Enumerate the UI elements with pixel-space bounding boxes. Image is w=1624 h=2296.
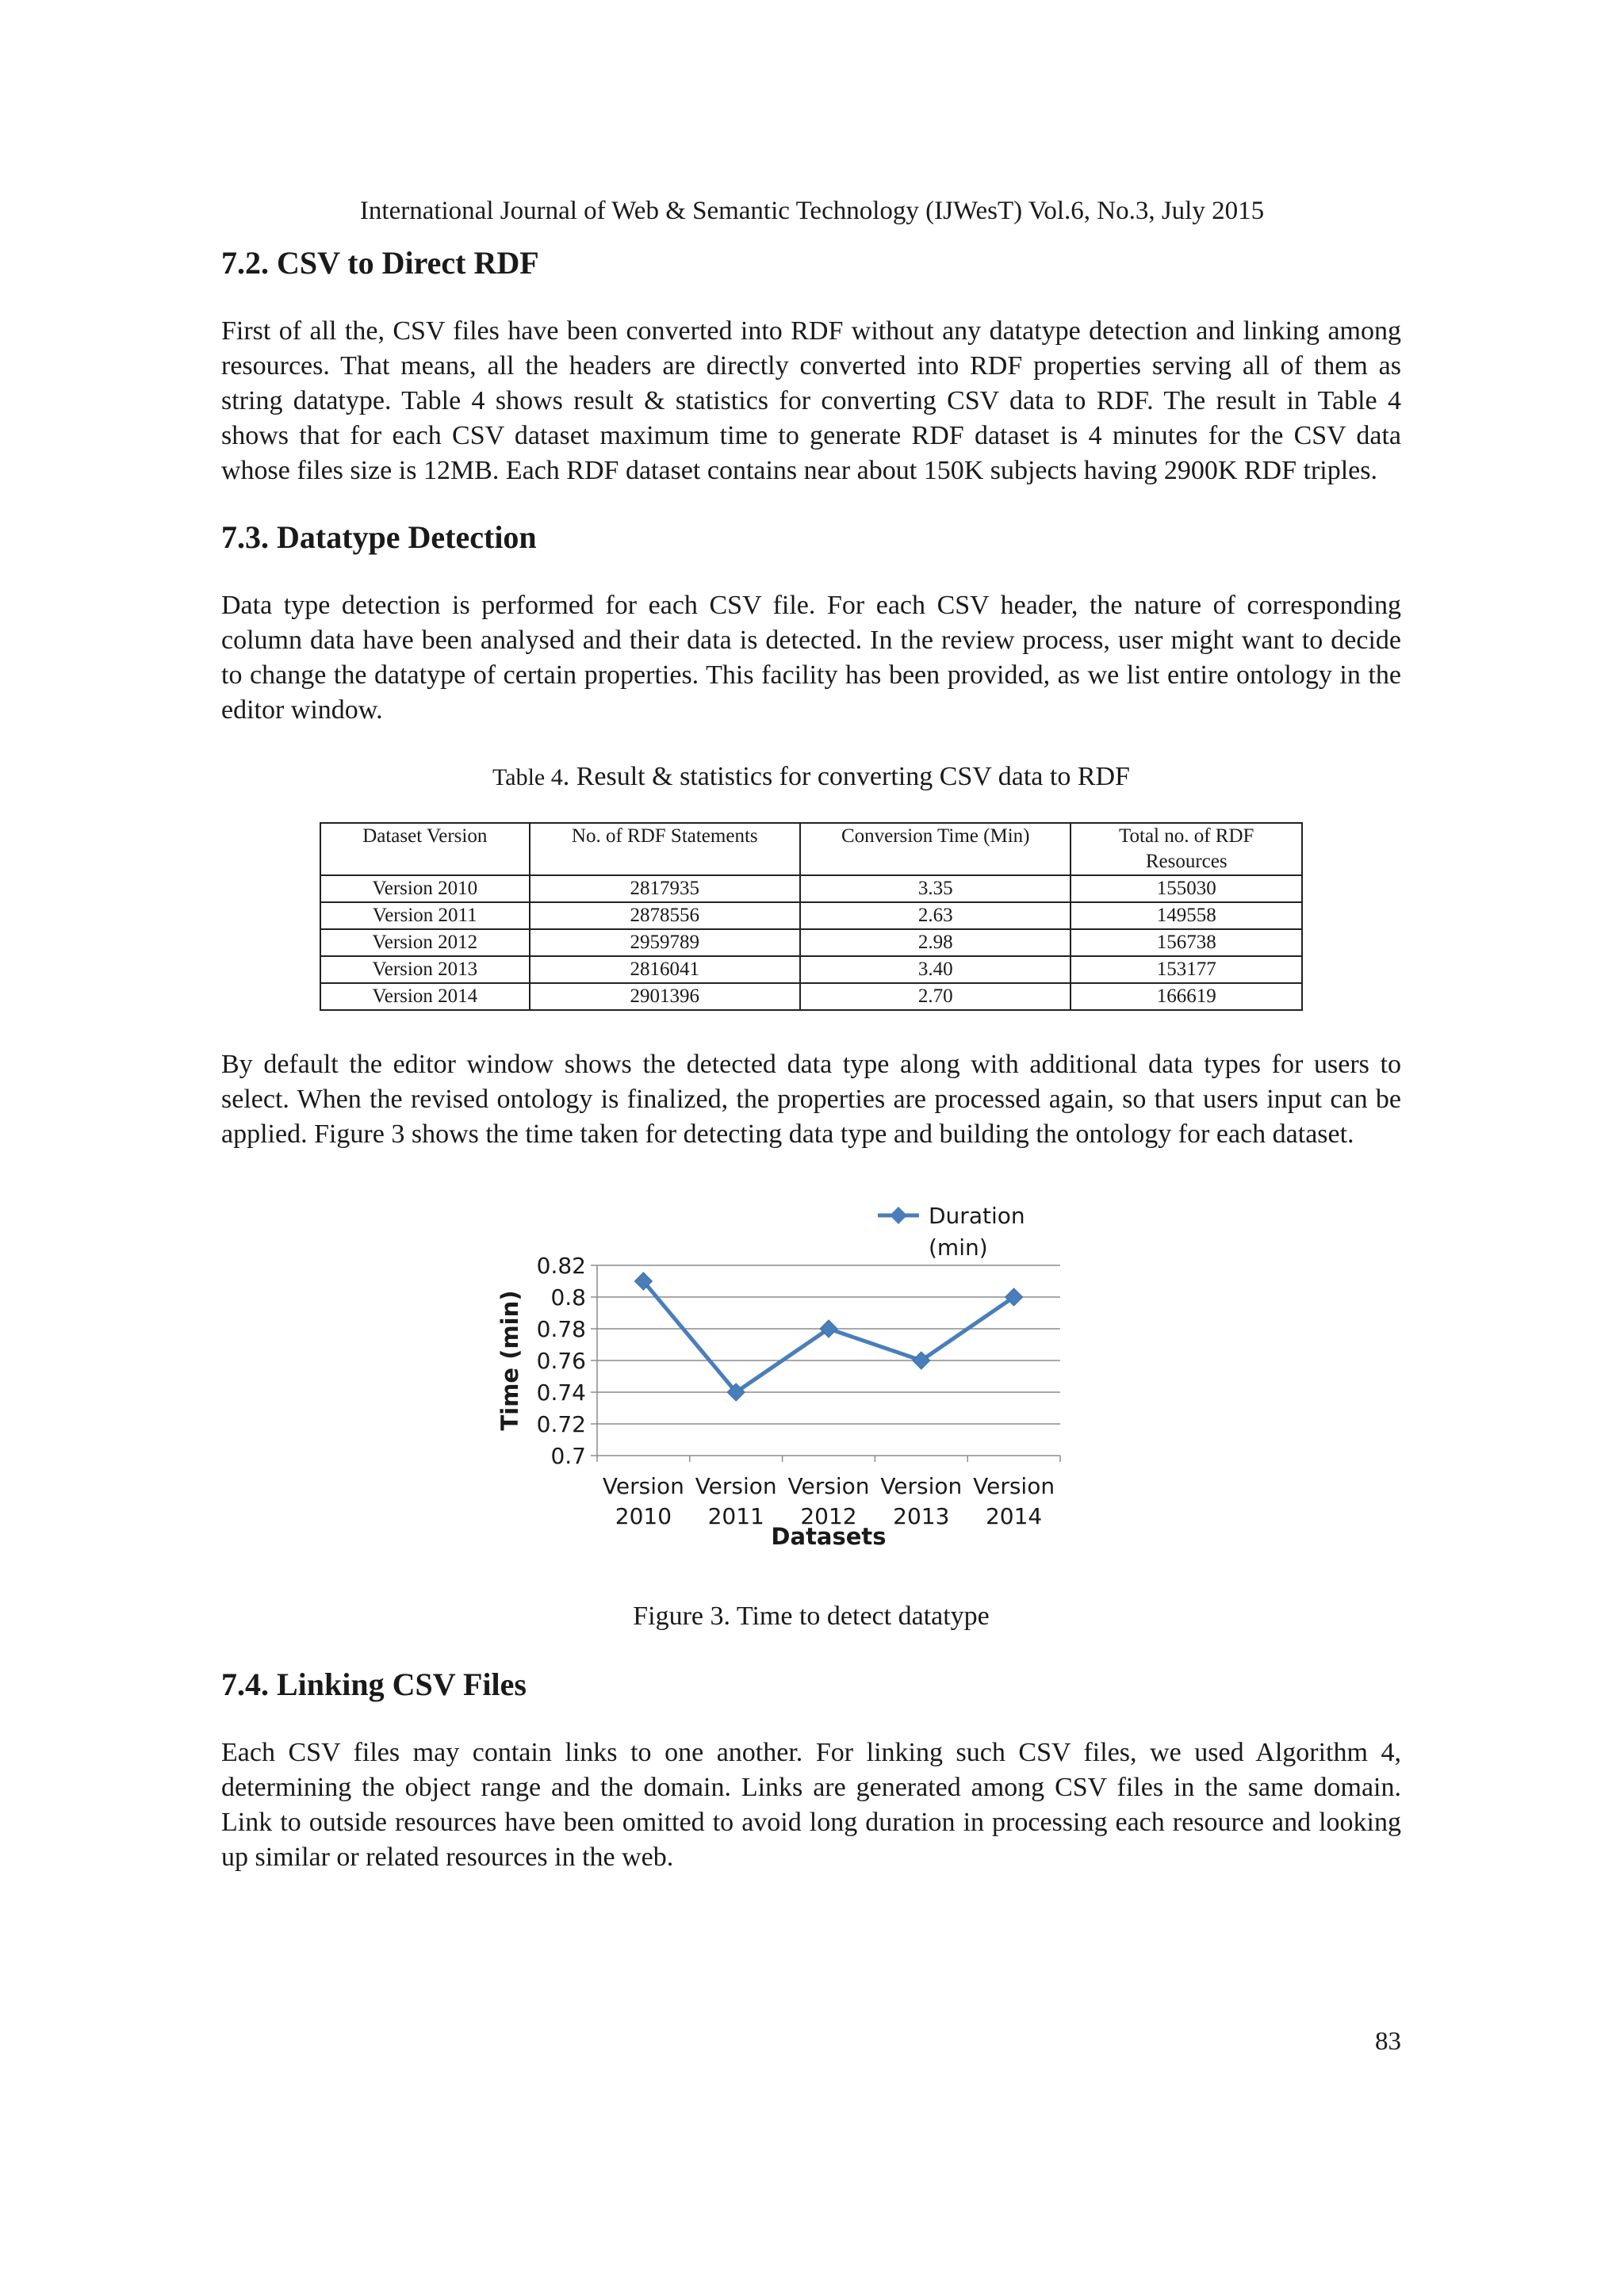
section-7-3-heading: 7.3. Datatype Detection — [221, 519, 537, 555]
x-axis-title: Datasets — [771, 1523, 887, 1550]
table-cell: 166619 — [1071, 983, 1302, 1010]
y-tick-label: 0.7 — [550, 1443, 586, 1469]
page-content — [221, 244, 1401, 1875]
table-header-row — [320, 823, 1302, 875]
table-header-cell: Dataset Version — [320, 823, 530, 875]
section-7-4-paragraph: Each CSV files may contain links to one another. For linking such CSV files, we used Algorithm 4, determining the object range and the domain. Links are generated among CSV files in the same domain. Link to outside resources have been omitted to avoid long duration in processing each resource and looking up similar or related resources in the web. — [221, 1738, 1401, 1872]
table-cell: 3.35 — [800, 875, 1071, 902]
table-4 — [320, 822, 1303, 1011]
table-header-cell: Conversion Time (Min) — [800, 823, 1071, 875]
table-cell: 153177 — [1071, 956, 1302, 983]
x-tick-label: Version — [695, 1473, 777, 1499]
section-7-2-heading: 7.2. CSV to Direct RDF — [221, 245, 539, 281]
table-cell: 2817935 — [530, 875, 800, 902]
table-row — [320, 902, 1302, 929]
figure-3-caption: Figure 3. Time to detect datatype — [633, 1601, 990, 1631]
table-header-cell: Total no. of RDF Resources — [1071, 823, 1302, 875]
legend-marker — [890, 1207, 907, 1224]
table-cell: 2878556 — [530, 902, 800, 929]
table-cell: Version 2010 — [320, 875, 530, 902]
y-tick-label: 0.76 — [536, 1348, 586, 1374]
page-number: 83 — [1375, 2027, 1401, 2056]
y-tick-label: 0.82 — [536, 1253, 586, 1279]
figure-3-chart — [221, 1203, 1401, 1591]
y-tick-label: 0.8 — [550, 1284, 586, 1311]
y-tick-label: 0.78 — [536, 1316, 586, 1342]
table-row — [320, 929, 1302, 956]
x-tick-label: 2011 — [707, 1503, 764, 1529]
x-tick-label: Version — [973, 1473, 1055, 1499]
table-cell: 2901396 — [530, 983, 800, 1010]
x-tick-label: 2012 — [800, 1503, 857, 1529]
x-tick-label: 2010 — [615, 1503, 672, 1529]
x-tick-label: Version — [602, 1473, 684, 1499]
table-4-caption — [221, 760, 1401, 795]
table-cell: Version 2014 — [320, 983, 530, 1010]
table-4-caption-label: Table 4 — [492, 764, 563, 790]
table-cell: Version 2011 — [320, 902, 530, 929]
table-cell: Version 2012 — [320, 929, 530, 956]
table-row — [320, 956, 1302, 983]
table-row — [320, 983, 1302, 1010]
table-row — [320, 875, 1302, 902]
section-7-3-paragraph-2: By default the editor window shows the detected data type along with additional data types for users to select. When the revised ontology is finalized, the properties are processed again, so that users input can be applied. Figure 3 shows the time taken for detecting data type and building the ontology for each dataset. — [221, 1050, 1401, 1149]
running-header: International Journal of Web & Semantic Technology (IJWesT) Vol.6, No.3, July 2015 — [359, 197, 1265, 225]
table-cell: 2.70 — [800, 983, 1071, 1010]
table-4-caption-text: . Result & statistics for converting CSV data to RDF — [562, 762, 1130, 791]
table-cell: 156738 — [1071, 929, 1302, 956]
x-tick-label: 2013 — [893, 1503, 950, 1529]
table-cell: Version 2013 — [320, 956, 530, 983]
table-cell: 2.98 — [800, 929, 1071, 956]
table-cell: 155030 — [1071, 875, 1302, 902]
y-axis-title: Time (min) — [496, 1290, 523, 1431]
table-cell: 2959789 — [530, 929, 800, 956]
section-7-2-paragraph: First of all the, CSV files have been converted into RDF without any datatype detection and linking among resources. That means, all the headers are directly converted into RDF properties serving all of them as string datatype. Table 4 shows result & statistics for converting CSV data to RDF. The result in Table 4 shows that for each CSV dataset maximum time to generate RDF dataset is 4 minutes for the CSV data whose files size is 12MB. Each RDF dataset contains near about 150K subjects having 2900K RDF triples. — [221, 316, 1401, 485]
y-tick-label: 0.72 — [536, 1411, 586, 1437]
y-tick-label: 0.74 — [536, 1380, 586, 1406]
table-cell: 149558 — [1071, 902, 1302, 929]
section-7-3-paragraph-1: Data type detection is performed for each CSV file. For each CSV header, the nature of corresponding column data have been analysed and their data is detected. In the review process, user might want to decide to change the datatype of certain properties. This facility has been provided, as we list entire ontology in the editor window. — [221, 591, 1401, 725]
legend-label: Duration — [929, 1203, 1025, 1229]
table-header-cell: No. of RDF Statements — [530, 823, 800, 875]
x-tick-label: 2014 — [985, 1503, 1043, 1529]
legend-label: (min) — [929, 1234, 988, 1261]
table-cell: 2.63 — [800, 902, 1071, 929]
x-tick-label: Version — [880, 1473, 963, 1499]
table-cell: 2816041 — [530, 956, 800, 983]
x-tick-label: Version — [787, 1473, 870, 1499]
section-7-4-heading: 7.4. Linking CSV Files — [221, 1667, 527, 1702]
line-chart — [221, 1203, 1401, 1591]
table-cell: 3.40 — [800, 956, 1071, 983]
